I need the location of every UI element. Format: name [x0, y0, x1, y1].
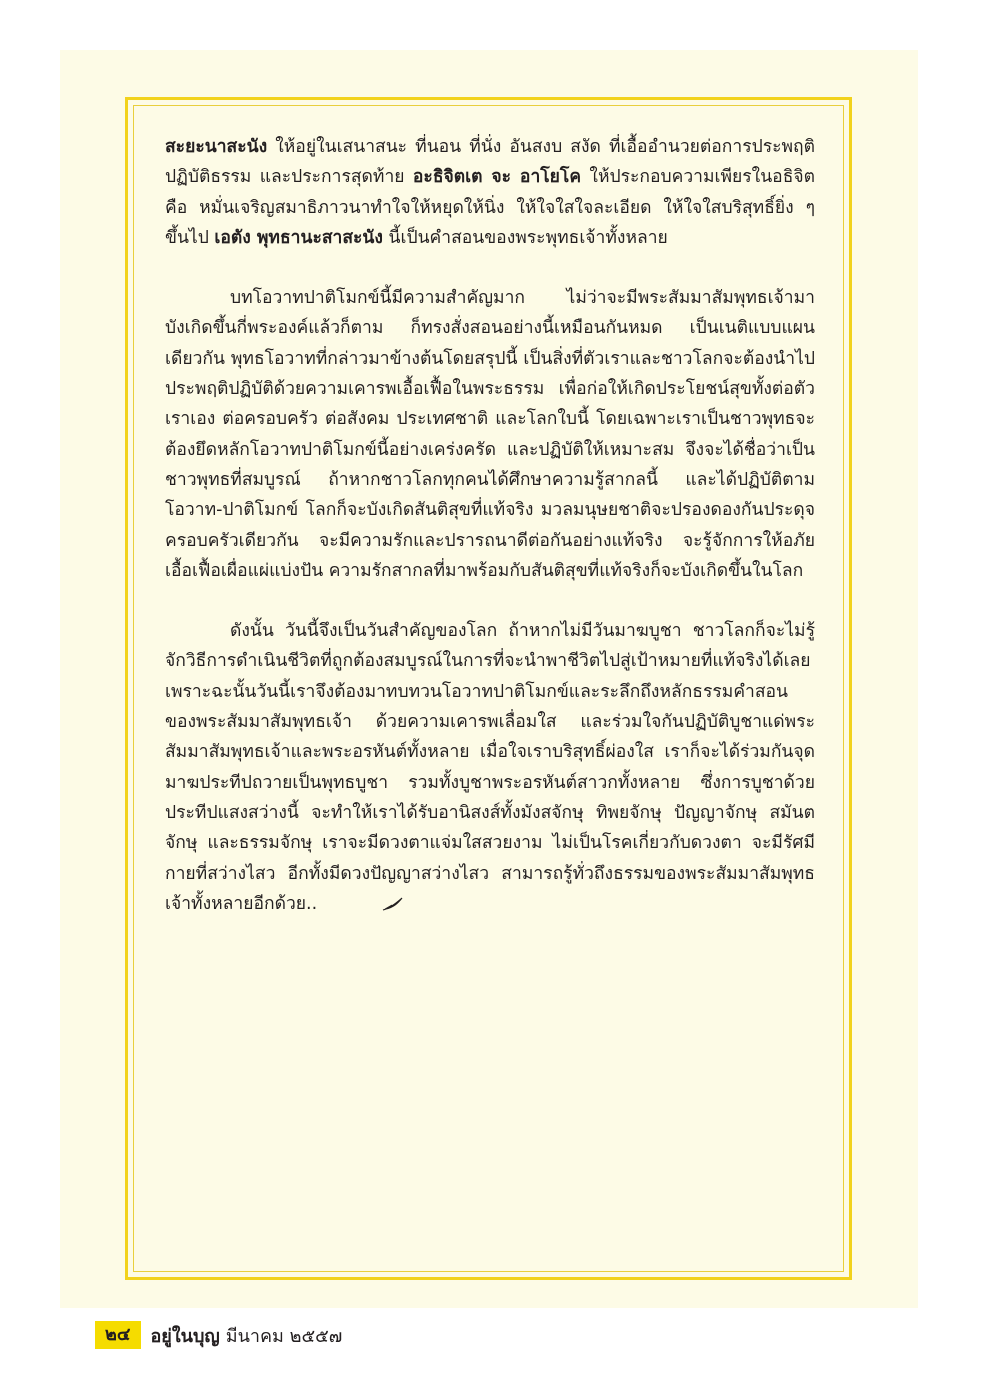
paragraph-2: บทโอวาทปาติโมกข์นี้มีความสำคัญมาก ไม่ว่าจะมีพระสัมมาสัมพุทธเจ้ามาบังเกิดขึ้นกี่พระองค์แล้วก็ตาม ก็ทรงสั่งสอนอย่างนี้เหมือนกันหมด เป็นเนติแบบแผนเดียวกัน พุทธโอวาทที่กล่าวมาข้างต้นโดยสรุปนี้ เป็นสิ่งที่ตัวเราและชาวโลกจะต้องนำไปประพฤติปฏิบัติด้วยความเคารพเอื้อเฟื้อในพระธรรม เพื่อก่อให้เกิดประโยชน์สุขทั้งต่อตัวเราเอง ต่อครอบครัว ต่อสังคม ประเทศชาติ และโลกใบนี้ โดยเฉพาะเราเป็นชาวพุทธจะต้องยึดหลักโอวาทปาติโมกข์นี้อย่างเคร่งครัด และปฏิบัติให้เหมาะสม จึงจะได้ชื่อว่าเป็นชาวพุทธที่สมบูรณ์ ถ้าหากชาวโลกทุกคนได้ศึกษาความรู้สากลนี้ และได้ปฏิบัติตามโอวาท-ปาติโมกข์ โลกก็จะบังเกิดสันติสุขที่แท้จริง มวลมนุษยชาติจะปรองดองกันประดุจครอบครัวเดียวกัน จะมีความรักและปรารถนาดีต่อกันอย่างแท้จริง จะรู้จักการให้อภัย เอื้อเฟื้อเผื่อแผ่แบ่งปัน ความรักสากลที่มาพร้อมกับสันติสุขที่แท้จริงก็จะบังเกิดขึ้นในโลก [165, 288, 815, 581]
paragraph-3-text: ดังนั้น วันนี้จึงเป็นวันสำคัญของโลก ถ้าหากไม่มีวันมาฆบูชา ชาวโลกก็จะไม่รู้จักวิธีการดำเนินชีวิตที่ถูกต้องสมบูรณ์ในการที่จะนำพาชีวิตไปสู่เป้าหมายที่แท้จริงได้เลย เพราะฉะนั้นวันนี้เราจึงต้องมาทบทวนโอวาทปาติโมกข์และระลึกถึงหลักธรรมคำสอนของพระสัมมาสัมพุทธเจ้า ด้วยความเคารพเลื่อมใส และร่วมใจกันปฏิบัติบูชาแด่พระสัมมาสัมพุทธเจ้าและพระอรหันต์ทั้งหลาย เมื่อใจเราบริสุทธิ์ผ่องใส เราก็จะได้ร่วมกันจุดมาฆประทีปถวายเป็นพุทธบูชา รวมทั้งบูชาพระอรหันต์สาวกทั้งหลาย ซึ่งการบูชาด้วยประทีปแสงสว่างนี้ จะทำให้เราได้รับอานิสงส์ทั้งมังสจักษุ ทิพยจักษุ ปัญญาจักษุ สมันตจักษุ และธรรมจักษุ เราจะมีดวงตาแจ่มใสสวยงาม ไม่เป็นโรคเกี่ยวกับดวงตา จะมีรัศมีกายที่สว่างไสว อีกทั้งมีดวงปัญญาสว่างไสว สามารถรู้ทั่วถึงธรรมของพระสัมมาสัมพุทธเจ้าทั้งหลายอีกด้วย.. [165, 621, 815, 914]
article-body [165, 132, 815, 919]
magazine-title: อยู่ในบุญ [150, 1325, 220, 1347]
paragraph-1-text-1: ให้อยู่ในเสนาสนะ ที่นอน ที่นั่ง อันสงบ สงัด ที่เอื้ออำนวยต่อการประพฤติปฏิบัติธรรม และประการสุดท้าย [165, 137, 815, 188]
paragraph-1-text-3: นี้เป็นคำสอนของพระพุทธเจ้าทั้งหลาย [382, 227, 668, 248]
paragraph-spacer [165, 253, 815, 283]
paragraph-1 [165, 132, 815, 253]
issue-date: มีนาคม ๒๕๕๗ [225, 1325, 343, 1347]
pali-term-2: อะธิจิตเต จะ อาโยโค [412, 167, 582, 188]
paragraph-1-text-2: ให้ประกอบความเพียรในอธิจิต คือ หมั่นเจริญสมาธิภาวนาทำใจให้หยุดให้นิ่ง ให้ใจใสใจละเอียด ให้ใจใสบริสุทธิ์ยิ่ง ๆ ขึ้นไป [165, 167, 815, 248]
pali-term-3: เอตัง พุทธานะสาสะนัง [214, 227, 383, 248]
quill-end-mark-icon [317, 891, 339, 905]
pali-term-1: สะยะนาสะนัง [165, 137, 268, 157]
paragraph-3 [165, 616, 815, 919]
paragraph-spacer [165, 586, 815, 616]
page-number: ๒๔ [95, 1321, 141, 1349]
page-footer [95, 1320, 342, 1350]
